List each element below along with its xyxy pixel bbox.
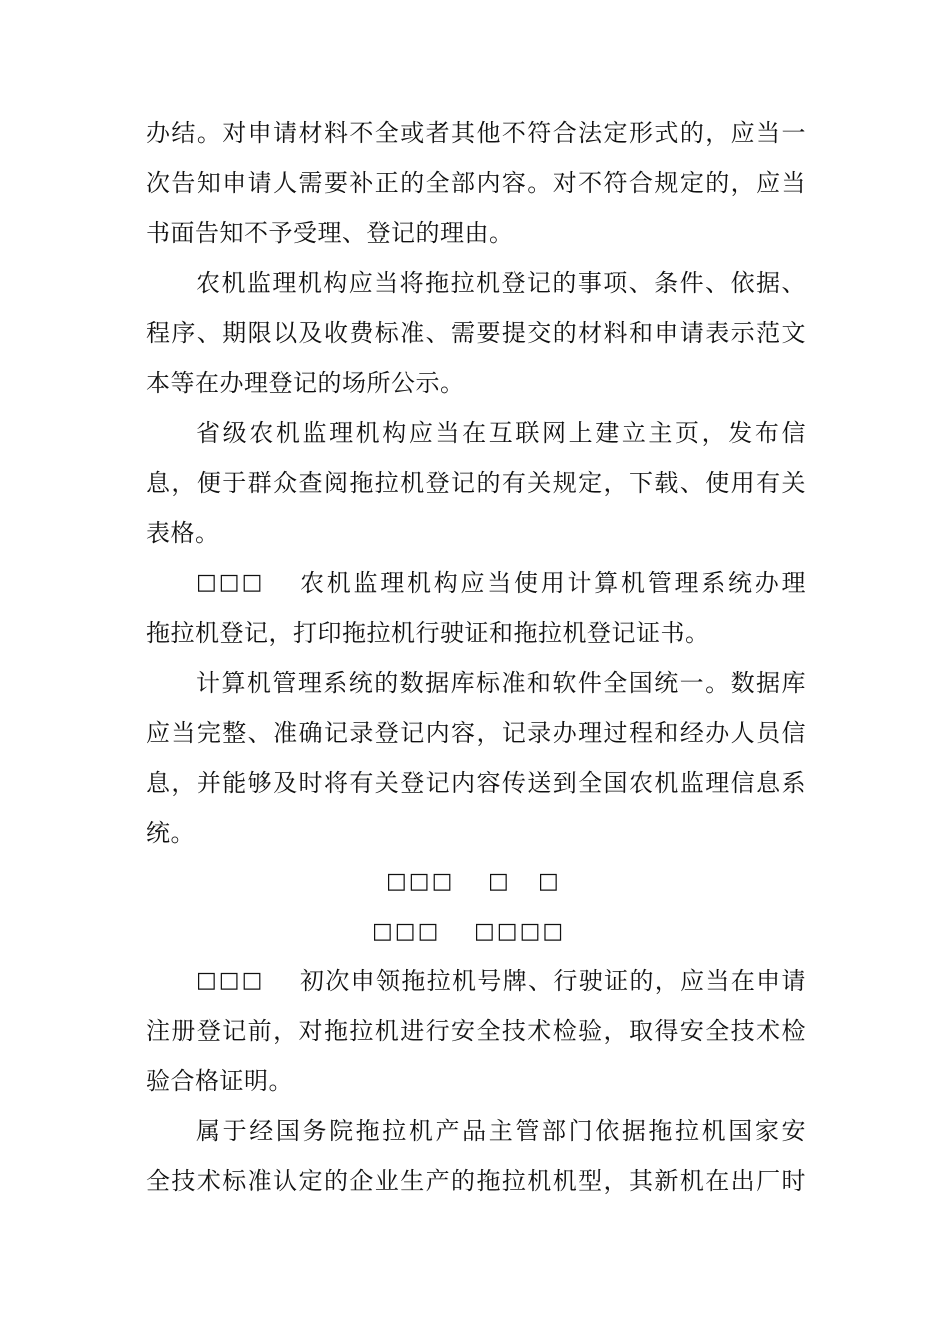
article-number: □□□ (196, 570, 265, 595)
paragraph-line: 拖拉机登记，打印拖拉机行驶证和拖拉机登记证书。 (146, 619, 710, 647)
paragraph-line: 初次申领拖拉机号牌、行驶证的，应当在申请 (300, 967, 806, 995)
paragraph-line: 农机监理机构应当将拖拉机登记的事项、条件、依据、 (196, 269, 806, 297)
paragraph-line: 办结。对申请材料不全或者其他不符合法定形式的，应当一 (146, 119, 806, 147)
chapter-title: □ (488, 868, 511, 894)
paragraph-line: 书面告知不予受理、登记的理由。 (146, 219, 514, 247)
paragraph-line: 本等在办理登记的场所公示。 (146, 369, 465, 397)
paragraph-line: 属于经国务院拖拉机产品主管部门依据拖拉机国家安 (196, 1117, 806, 1145)
paragraph-line: 统。 (146, 819, 195, 847)
chapter-title: □ (538, 868, 561, 894)
paragraph-line: 应当完整、准确记录登记内容，记录办理过程和经办人员信 (146, 719, 806, 747)
paragraph-line: 程序、期限以及收费标准、需要提交的材料和申请表示范文 (146, 319, 806, 347)
paragraph-line: 次告知申请人需要补正的全部内容。对不符合规定的，应当 (146, 169, 806, 197)
section-number: □□□ (372, 918, 441, 944)
chapter-number: □□□ (386, 868, 455, 894)
article-number: □□□ (196, 968, 265, 993)
paragraph-line: 省级农机监理机构应当在互联网上建立主页，发布信 (196, 419, 806, 447)
paragraph-line: 验合格证明。 (146, 1067, 293, 1095)
paragraph-line: 息，并能够及时将有关登记内容传送到全国农机监理信息系 (146, 769, 806, 797)
paragraph-line: 注册登记前，对拖拉机进行安全技术检验，取得安全技术检 (146, 1017, 806, 1045)
paragraph-line: 全技术标准认定的企业生产的拖拉机机型，其新机在出厂时 (146, 1167, 806, 1195)
section-title: □□□□ (474, 918, 566, 944)
paragraph-line: 农机监理机构应当使用计算机管理系统办理 (300, 569, 806, 597)
paragraph-line: 息，便于群众查阅拖拉机登记的有关规定，下载、使用有关 (146, 469, 806, 497)
paragraph-line: 计算机管理系统的数据库标准和软件全国统一。数据库 (196, 669, 806, 697)
paragraph-line: 表格。 (146, 519, 220, 547)
